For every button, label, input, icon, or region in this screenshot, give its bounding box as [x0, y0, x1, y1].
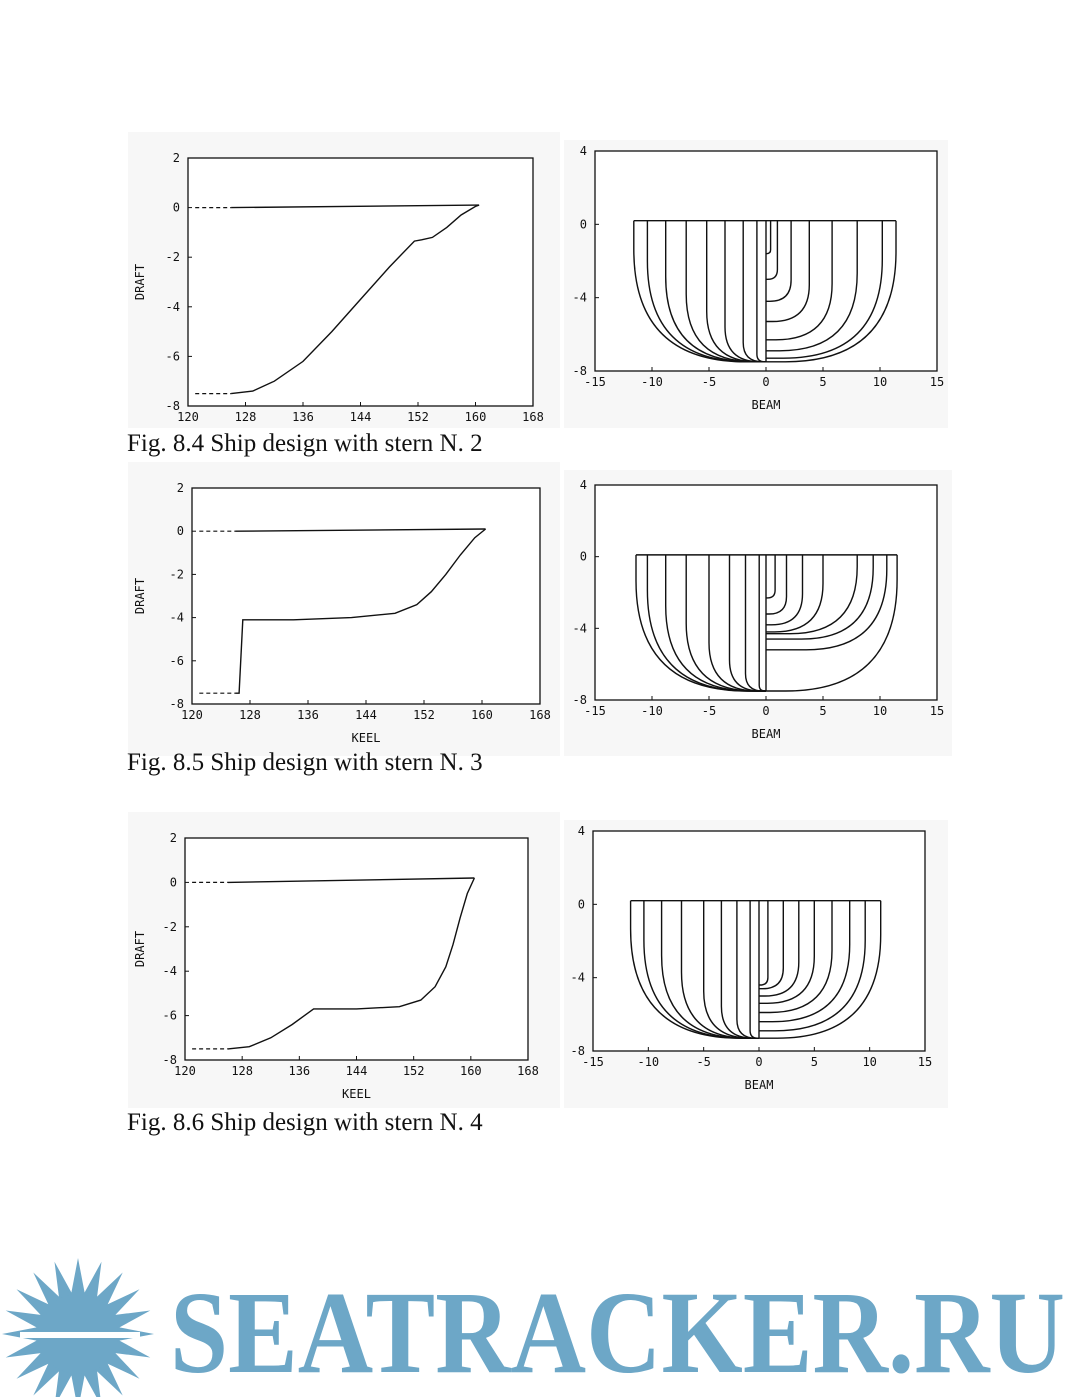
- x-tick-label: 144: [355, 708, 377, 722]
- sections-chart-3: [564, 820, 948, 1108]
- sections-svg: [564, 140, 948, 428]
- x-tick-label: -15: [584, 375, 606, 389]
- x-tick-label: -5: [701, 375, 717, 389]
- x-tick-label: 152: [402, 1064, 425, 1078]
- x-axis-label: BEAM: [751, 398, 781, 412]
- x-tick-label: 0: [762, 704, 770, 718]
- x-tick-label: 168: [522, 410, 544, 424]
- x-tick-label: 10: [872, 375, 888, 389]
- plot-frame: [185, 838, 528, 1060]
- y-tick-label: 2: [172, 151, 180, 165]
- x-tick-label: 120: [174, 1064, 196, 1078]
- y-tick-label: 4: [579, 478, 587, 492]
- x-tick-label: 152: [413, 708, 435, 722]
- plot-frame: [188, 158, 533, 406]
- y-tick-label: 2: [176, 481, 184, 495]
- x-tick-label: 144: [345, 1064, 368, 1078]
- x-tick-label: 10: [872, 704, 888, 718]
- profile-svg: [128, 462, 560, 756]
- y-axis-label: DRAFT: [133, 930, 147, 968]
- y-tick-label: -4: [169, 610, 184, 625]
- x-tick-label: 152: [407, 410, 429, 424]
- x-tick-label: -5: [696, 1055, 711, 1069]
- x-tick-label: 136: [297, 708, 319, 722]
- plot-frame: [192, 488, 540, 704]
- y-tick-label: 4: [577, 824, 585, 838]
- x-tick-label: 168: [517, 1064, 539, 1078]
- profile-chart-3: [128, 812, 560, 1108]
- y-tick-label: 0: [172, 200, 180, 215]
- sections-chart-1: [564, 140, 948, 428]
- figure-caption: Fig. 8.4 Ship design with stern N. 2: [127, 430, 483, 457]
- y-tick-label: -2: [162, 919, 177, 934]
- figure-caption: Fig. 8.6 Ship design with stern N. 4: [127, 1109, 483, 1136]
- x-tick-label: 128: [234, 410, 257, 424]
- y-tick-label: -4: [572, 290, 587, 305]
- x-tick-label: 120: [181, 708, 203, 722]
- x-tick-label: 5: [819, 375, 827, 389]
- sections-svg: [564, 470, 952, 756]
- x-tick-label: 15: [929, 375, 945, 389]
- y-tick-label: -8: [572, 364, 587, 378]
- y-tick-label: -6: [165, 349, 180, 364]
- sections-svg: [564, 820, 948, 1108]
- y-tick-label: -6: [162, 1008, 177, 1023]
- x-tick-label: 136: [288, 1064, 311, 1078]
- y-tick-label: 0: [579, 217, 587, 232]
- x-axis-label: BEAM: [744, 1078, 774, 1092]
- y-tick-label: -4: [572, 621, 587, 636]
- x-tick-label: -10: [641, 375, 663, 389]
- watermark-text: SEATRACKER.RU: [170, 1267, 1065, 1397]
- y-tick-label: -6: [169, 653, 184, 668]
- x-tick-label: -5: [701, 704, 717, 718]
- y-tick-label: 0: [577, 897, 585, 912]
- profile-chart-2: [128, 462, 560, 756]
- y-tick-label: -8: [570, 1044, 585, 1058]
- x-tick-label: 120: [177, 410, 199, 424]
- x-tick-label: -15: [582, 1055, 604, 1069]
- horizon-line: [20, 1332, 140, 1338]
- y-tick-label: 0: [176, 524, 184, 539]
- y-tick-label: 2: [169, 831, 177, 845]
- y-tick-label: -8: [165, 399, 180, 413]
- y-axis-label: DRAFT: [133, 577, 147, 615]
- x-tick-label: -15: [584, 704, 606, 718]
- x-tick-label: 144: [349, 410, 372, 424]
- x-tick-label: 5: [810, 1055, 818, 1069]
- x-tick-label: 160: [459, 1064, 482, 1078]
- sections-chart-2: [564, 470, 952, 756]
- x-tick-label: 160: [471, 708, 493, 722]
- x-tick-label: -10: [637, 1055, 660, 1069]
- y-tick-label: -8: [169, 697, 184, 711]
- x-tick-label: 0: [755, 1055, 763, 1069]
- y-tick-label: 4: [579, 144, 587, 158]
- sun-logo-icon: [2, 1258, 154, 1397]
- x-tick-label: 10: [862, 1055, 877, 1069]
- x-axis-label: KEEL: [342, 1087, 371, 1101]
- x-tick-label: 0: [762, 375, 770, 389]
- x-tick-label: 128: [239, 708, 261, 722]
- y-tick-label: -2: [165, 250, 180, 265]
- x-tick-label: 15: [929, 704, 945, 718]
- y-tick-label: -8: [162, 1053, 177, 1067]
- y-axis-label: DRAFT: [133, 263, 147, 301]
- watermark-svg: [0, 1236, 1080, 1397]
- site-watermark: [0, 1236, 1080, 1397]
- y-tick-label: 0: [169, 875, 177, 890]
- x-axis-label: KEEL: [351, 731, 381, 745]
- x-axis-label: BEAM: [751, 727, 781, 741]
- y-tick-label: -4: [162, 964, 177, 979]
- x-tick-label: 5: [819, 704, 827, 718]
- y-tick-label: -2: [169, 567, 184, 582]
- x-tick-label: -10: [641, 704, 663, 718]
- x-tick-label: 128: [231, 1064, 254, 1078]
- profile-chart-1: [128, 132, 560, 428]
- y-tick-label: 0: [579, 549, 587, 564]
- x-tick-label: 168: [529, 708, 551, 722]
- y-tick-label: -4: [165, 299, 180, 314]
- x-tick-label: 160: [464, 410, 487, 424]
- y-tick-label: -4: [570, 970, 585, 985]
- x-tick-label: 136: [292, 410, 314, 424]
- y-tick-label: -8: [572, 693, 587, 707]
- profile-svg: [128, 812, 560, 1108]
- x-tick-label: 15: [917, 1055, 933, 1069]
- figure-caption: Fig. 8.5 Ship design with stern N. 3: [127, 749, 483, 776]
- profile-svg: [128, 132, 560, 428]
